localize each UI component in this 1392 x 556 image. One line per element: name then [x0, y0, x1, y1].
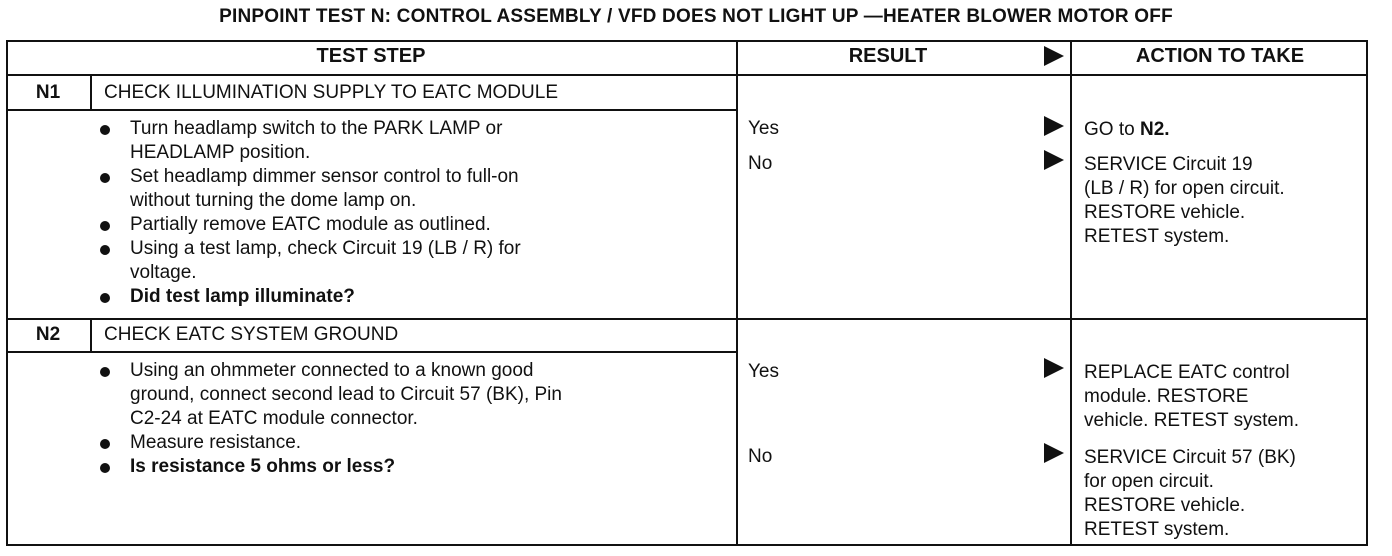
bullet-item: Partially remove EATC module as outlined. — [92, 213, 732, 237]
bullet-item: Measure resistance. — [92, 431, 732, 455]
bullet-item: Set headlamp dimmer sensor control to full-on without turning the dome lamp on. — [92, 165, 732, 213]
result-arrow-icon — [1044, 150, 1064, 170]
page-title: PINPOINT TEST N: CONTROL ASSEMBLY / VFD DOES NOT LIGHT UP —HEATER BLOWER MOTOR OFF — [219, 6, 1173, 27]
bullet-icon — [100, 293, 110, 303]
step-n1-bullets — [92, 117, 732, 309]
action-n1-no: SERVICE Circuit 19 (LB / R) for open circuit. RESTORE vehicle. RETEST system. — [1084, 154, 1285, 247]
bullet-item: Using an ohmmeter connected to a known good ground, connect second lead to Circuit 57 (BK), Pin C2-24 at EATC module connector. — [92, 359, 732, 431]
bullet-item: Did test lamp illuminate? — [92, 285, 732, 309]
bullet-icon — [100, 125, 110, 135]
header-result: RESULT — [848, 45, 928, 67]
bullet-item: Using a test lamp, check Circuit 19 (LB / R) for voltage. — [92, 237, 732, 285]
column-divider-action — [1070, 40, 1072, 546]
result-n1-no: No — [748, 153, 773, 174]
n1-id-divider — [90, 76, 92, 110]
bullet-icon — [100, 463, 110, 473]
result-arrow-icon — [1044, 116, 1064, 136]
header-divider — [6, 74, 1368, 76]
bullet-icon — [100, 173, 110, 183]
step-id-n1: N1 — [35, 82, 61, 103]
step-divider — [6, 318, 1368, 320]
bullet-icon — [100, 221, 110, 231]
column-divider-result — [736, 40, 738, 546]
bullet-icon — [100, 367, 110, 377]
bullet-icon — [100, 245, 110, 255]
header-action: ACTION TO TAKE — [1135, 45, 1305, 67]
header-test-step: TEST STEP — [316, 45, 426, 67]
bullet-item: Is resistance 5 ohms or less? — [92, 455, 732, 479]
n1-heading-underline — [6, 109, 736, 111]
result-arrow-icon — [1044, 358, 1064, 378]
action-n1-yes: GO to N2. — [1084, 119, 1170, 140]
action-n2-no: SERVICE Circuit 57 (BK) for open circuit. RESTORE vehicle. RETEST system. — [1084, 447, 1296, 540]
step-heading-n1: CHECK ILLUMINATION SUPPLY TO EATC MODULE — [104, 82, 558, 103]
result-n2-yes: Yes — [748, 361, 779, 382]
step-id-n2: N2 — [35, 324, 61, 345]
step-heading-n2: CHECK EATC SYSTEM GROUND — [104, 324, 399, 345]
result-n2-no: No — [748, 446, 773, 467]
result-arrow-icon — [1044, 443, 1064, 463]
bullet-icon — [100, 439, 110, 449]
n2-heading-underline — [6, 351, 736, 353]
header-arrow-icon — [1044, 46, 1064, 66]
bullet-item: Turn headlamp switch to the PARK LAMP or HEADLAMP position. — [92, 117, 732, 165]
result-n1-yes: Yes — [748, 118, 779, 139]
action-n2-yes: REPLACE EATC control module. RESTORE vehicle. RETEST system. — [1084, 362, 1300, 431]
step-n2-bullets — [92, 359, 732, 479]
n2-id-divider — [90, 318, 92, 352]
